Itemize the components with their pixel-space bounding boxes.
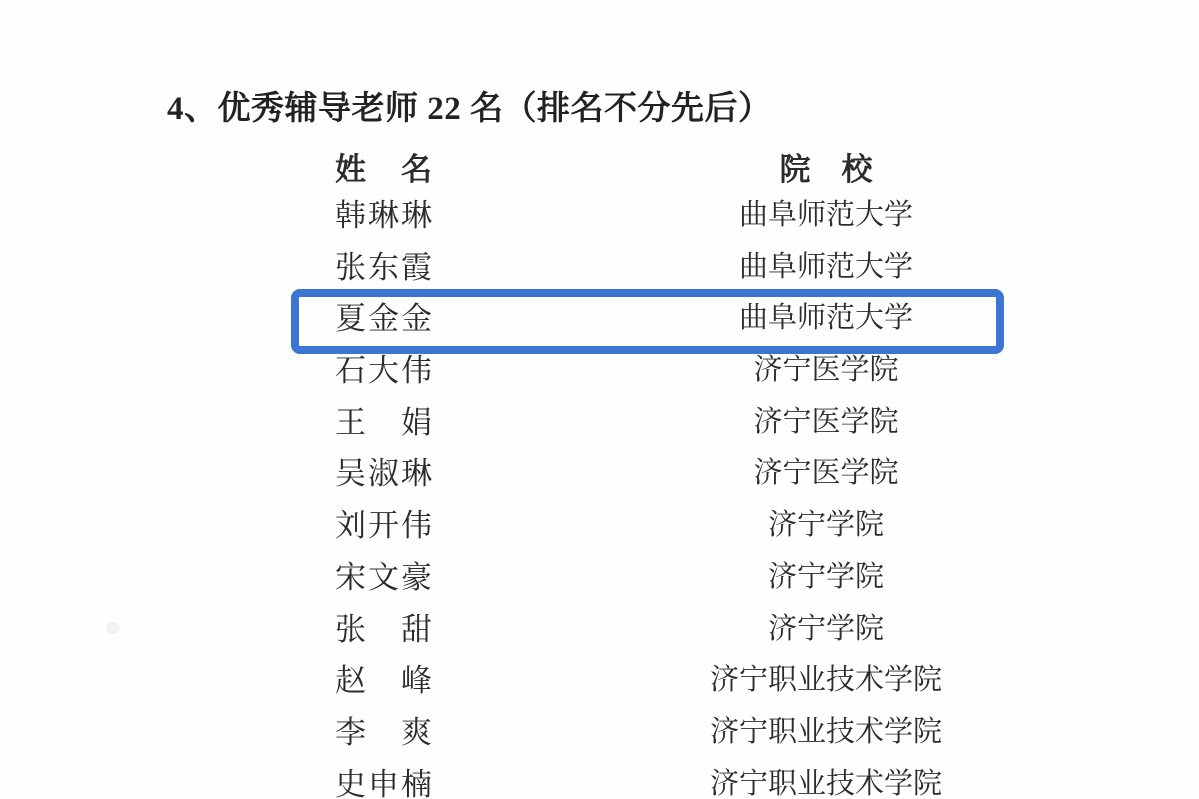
teacher-name: 赵 峰 — [335, 663, 434, 699]
school-name: 济宁职业技术学院 — [709, 664, 942, 697]
table-row — [0, 759, 1199, 799]
table-row — [0, 293, 1199, 345]
table-row — [0, 500, 1199, 552]
table-row — [0, 604, 1199, 656]
teacher-name: 韩琳琳 — [335, 198, 434, 233]
table-row — [0, 707, 1199, 759]
teacher-name: 刘开伟 — [335, 508, 434, 544]
table-header — [0, 144, 1199, 196]
scan-artifact — [106, 622, 120, 634]
school-name: 济宁学院 — [767, 509, 884, 542]
table-row — [0, 448, 1199, 500]
table-row — [0, 655, 1199, 707]
teacher-name: 宋文豪 — [335, 559, 434, 595]
teacher-name: 李 爽 — [335, 714, 434, 750]
teacher-name: 石大伟 — [335, 353, 434, 389]
table-row — [0, 397, 1199, 449]
teacher-name: 王 娟 — [335, 404, 434, 440]
teacher-name: 史申楠 — [335, 766, 434, 799]
table-row — [0, 242, 1199, 294]
school-name: 济宁职业技术学院 — [709, 767, 942, 799]
school-name: 济宁学院 — [767, 560, 884, 593]
teacher-name: 张 甜 — [335, 611, 434, 647]
teacher-name: 吴淑琳 — [335, 456, 434, 492]
school-name: 济宁医学院 — [753, 457, 899, 490]
table-row — [0, 345, 1199, 397]
table-body — [0, 190, 1199, 799]
school-name: 曲阜师范大学 — [738, 199, 913, 231]
section-title: 4、优秀辅导老师 22 名（排名不分先后） — [167, 91, 772, 127]
school-name: 曲阜师范大学 — [738, 250, 913, 283]
teacher-name: 张东霞 — [335, 249, 434, 285]
header-name-column: 姓 名 — [335, 152, 434, 187]
school-name: 济宁职业技术学院 — [709, 715, 942, 748]
school-name: 济宁医学院 — [753, 354, 899, 387]
table-row — [0, 190, 1199, 242]
table-row — [0, 552, 1199, 604]
school-name: 曲阜师范大学 — [738, 302, 913, 335]
header-school-column: 院 校 — [779, 152, 873, 187]
school-name: 济宁医学院 — [753, 405, 899, 438]
teacher-name: 夏金金 — [335, 301, 434, 337]
school-name: 济宁学院 — [767, 612, 884, 645]
